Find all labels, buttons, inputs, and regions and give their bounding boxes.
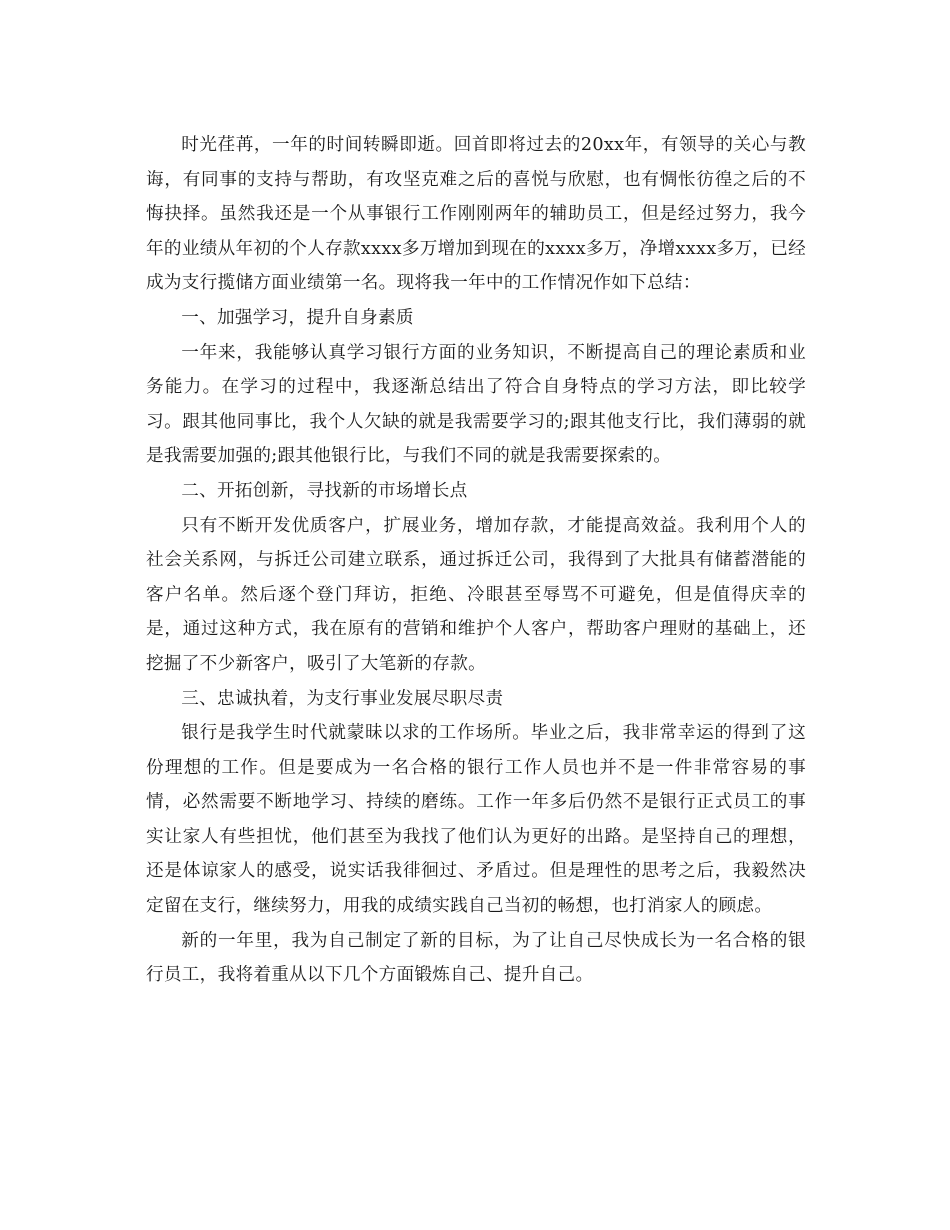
innovation-paragraph: 只有不断开发优质客户，扩展业务，增加存款，才能提高效益。我利用个人的社会关系网，与拆迁公司建立联系，通过拆迁公司，我得到了大批具有储蓄潜能的客户名单。然后逐个登门拜访，拒绝、冷眼甚至辱骂不可避免，但是值得庆幸的是，通过这种方式，我在原有的营销和维护个人客户，帮助客户理财的基础上，还挖掘了不少新客户，吸引了大笔新的存款。 — [146, 515, 806, 674]
new-year-paragraph: 新的一年里，我为自己制定了新的目标，为了让自己尽快成长为一名合格的银行员工，我将着重从以下几个方面锻炼自己、提升自己。 — [146, 930, 806, 986]
intro-paragraph: 时光荏苒，一年的时间转瞬即逝。回首即将过去的20xx年，有领导的关心与教诲，有同事的支持与帮助，有攻坚克难之后的喜悦与欣慰，也有惆怅彷徨之后的不悔抉择。虽然我还是一个从事银行工作刚刚两年的辅助员工，但是经过努力，我今年的业绩从年初的个人存款xxxx多万增加到现在的xxxx多万，净增xxxx多万，已经成为支行揽储方面业绩第一名。现将我一年中的工作情况作如下总结： — [146, 135, 806, 294]
document-body — [146, 128, 806, 993]
study-paragraph: 一年来，我能够认真学习银行方面的业务知识，不断提高自己的理论素质和业务能力。在学习的过程中，我逐渐总结出了符合自身特点的学习方法，即比较学习。跟其他同事比，我个人欠缺的就是我需要学习的;跟其他支行比，我们薄弱的就是我需要加强的;跟其他银行比，与我们不同的就是我需要探索的。 — [146, 342, 806, 467]
section-heading-loyalty: 三、忠诚执着，为支行事业发展尽职尽责 — [181, 688, 504, 709]
section-heading-innovation: 二、开拓创新，寻找新的市场增长点 — [181, 480, 468, 501]
section-heading-study: 一、加强学习，提升自身素质 — [181, 307, 414, 328]
loyalty-paragraph: 银行是我学生时代就蒙昧以求的工作场所。毕业之后，我非常幸运的得到了这份理想的工作。但是要成为一名合格的银行工作人员也并不是一件非常容易的事情，必然需要不断地学习、持续的磨练。工作一年多后仍然不是银行正式员工的事实让家人有些担忧，他们甚至为我找了他们认为更好的出路。是坚持自己的理想，还是体谅家人的感受，说实话我徘徊过、矛盾过。但是理性的思考之后，我毅然决定留在支行，继续努力，用我的成绩实践自己当初的畅想，也打消家人的顾虑。 — [146, 723, 806, 917]
